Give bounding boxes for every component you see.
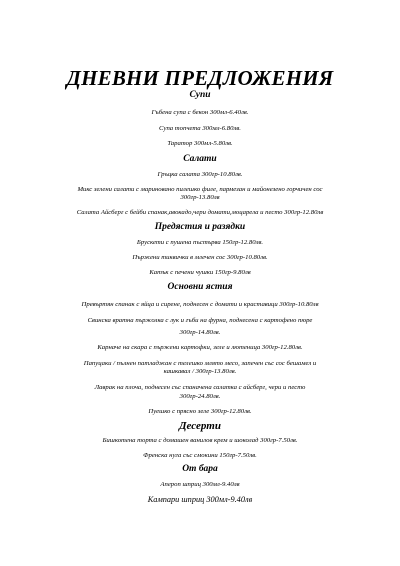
menu-item-continuation: кашкавал / 300гр-13.80лв.	[163, 368, 237, 375]
menu-item: Брускети с пушена пъстърва 150гр-12.80лв.	[136, 239, 264, 246]
menu-item: Микс зелени салати с мариновано пилешко филе, пармезан и майонезено горчичен сос	[77, 186, 323, 193]
menu-item-continuation: 300гр-13.80лв	[180, 194, 220, 201]
menu-item: Гъбена супа с бекон 300мл-6.40лв.	[151, 109, 249, 116]
menu-item: Папуцаки / пълнен патладжан с телешко млято месо, запечен със сос бешамел и	[83, 360, 317, 367]
section-heading-starters: Предястия и разядки	[154, 222, 246, 232]
menu-item-continuation: 300гр-14.80лв.	[179, 329, 221, 336]
menu-item: Карначе на скара с пържени картофки, зеле и лютеница 300гр-12.80лв.	[97, 344, 303, 351]
menu-item-continuation: 300гр-24.80лв.	[179, 393, 221, 400]
menu-item: Салата Айсберг с бейби спанак,авокадо,чери домати,моцарела и песто 300гр-12.80лв	[76, 209, 324, 216]
menu-item: Лаврак на плоча, поднесен със спаначена салатка с айсберг, чери и песто	[94, 384, 306, 391]
menu-item: Гръцка салата 300гр-10.80лв.	[157, 171, 243, 178]
menu-item: Супа топчета 300мл-6.80лв.	[159, 125, 241, 132]
menu-item: Катък с печени чушки 150гр-9.80лв	[149, 269, 251, 276]
menu-item: Апероп шприц 300мл-9.40лв	[160, 481, 240, 488]
menu-item: Пържени тиквички в млечен сос 300гр-10.80лв.	[132, 254, 268, 261]
menu-item: Кампари шприц 300мл-9.40лв	[147, 495, 253, 504]
menu-item: Свинска вратна пържолка с лук и гъби на фурна, поднесена с картофено пюре	[87, 317, 313, 324]
menu-item: Превъртян спанак с яйца и сирене, поднесен с домати и краставици 300гр-10.80лв	[81, 301, 319, 308]
section-heading-salads: Салати	[183, 154, 217, 164]
section-heading-soups: Супи	[189, 90, 211, 100]
page-title: ДНЕВНИ ПРЕДЛОЖЕНИЯ	[66, 66, 334, 90]
section-heading-bar: От бара	[182, 464, 218, 474]
menu-item: Пуешко с прясно зеле 300гр-12.80лв.	[148, 408, 252, 415]
menu-item: Таратор 300мл-5.80лв.	[167, 140, 233, 147]
section-heading-desserts: Десерти	[179, 420, 221, 432]
menu-item: Френска нуга със смокини 150гр-7.50лв.	[143, 452, 257, 459]
section-heading-mains: Основни ястия	[167, 282, 233, 292]
menu-item: Бишкотена торта с домашен ванилов крем и шоколад 300гр-7.50лв.	[102, 437, 298, 444]
